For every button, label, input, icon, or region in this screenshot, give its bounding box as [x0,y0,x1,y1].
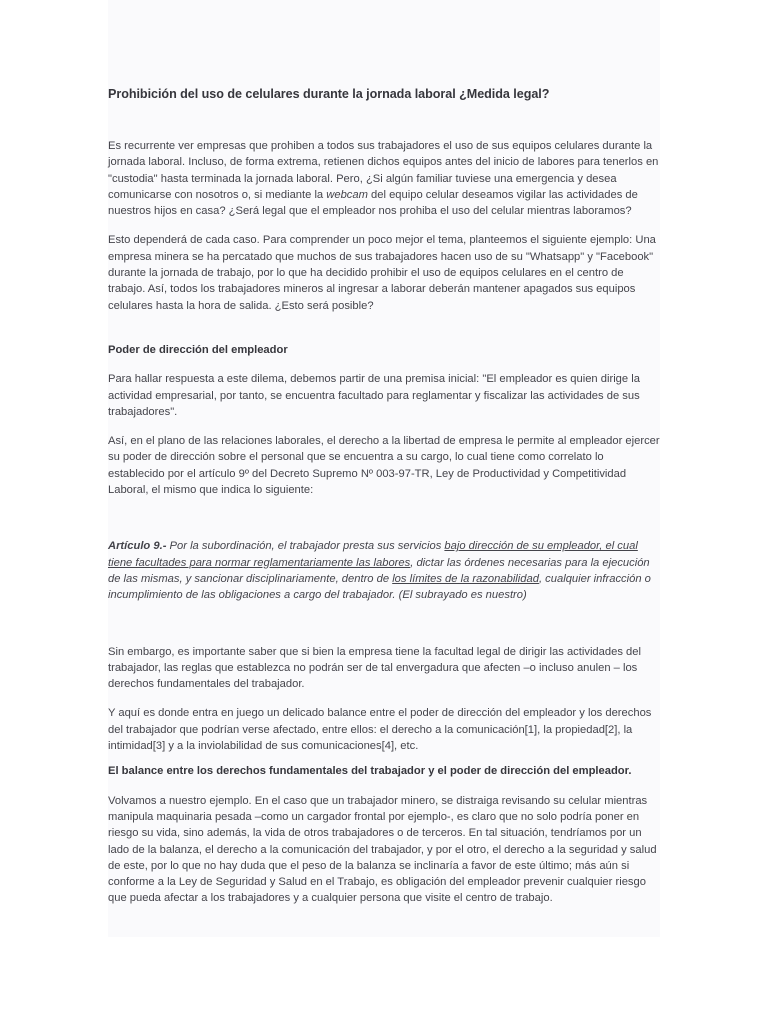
paragraph-intro-italic-webcam: webcam [326,188,368,201]
heading-el-balance: El balance entre los derechos fundamentales del trabajador y el poder de dirección del empleador. [108,765,632,778]
quote-underlined-b: los límites de la razonabilidad [392,572,539,585]
spacer-5 [108,498,660,538]
quote-text-a: Por la subordinación, el trabajador presta sus servicios [166,540,445,553]
document-body [108,0,660,907]
paragraph-intro-text-a: Es recurrente ver empresas que prohiben a todos sus trabajadores el uso de sus equipos celulares durante la jornada laboral. Incluso, de forma extrema, retienen dichos equipos antes del inicio de labores para tenerlos en "custodia" hasta terminada la jornada laboral. Pero, ¿Si algún familiar tuviese una emergencia y desea comunicarse con nosotros o, si mediante la [108,140,659,201]
spacer-8 [108,754,660,763]
paragraph-libertad-empresa: Así, en el plano de las relaciones laborales, el derecho a la libertad de empresa le permite al empleador ejercer su poder de dirección sobre el personal que se encuentra a su cargo, lo cual tiene como correlato lo establecido por el artículo 9º del Decreto Supremo Nº 003-97-TR, Ley de Productividad y Competitividad Laboral, el mismo que indica lo siguiente: [108,435,660,497]
heading-poder-de-direccion: Poder de dirección del empleador [108,343,288,356]
spacer-2 [108,314,660,342]
quote-lead-label: Artículo 9.- [108,540,167,553]
spacer-after-title [108,102,660,138]
quote-text-b: , dictar las órdenes necesarias para la ejecución de las mismas, y sancionar disciplinariamente, dentro de [108,556,650,585]
page-title: Prohibición del uso de celulares durante la jornada laboral ¿Medida legal? [108,87,550,101]
spacer-1 [108,219,660,232]
paragraph-example: Esto dependerá de cada caso. Para comprender un poco mejor el tema, planteemos el siguiente ejemplo: Una empresa minera se ha percatado que muchos de sus trabajadores hacen uso de su "Whatsapp" y "Facebook" durante la jornada de trabajo, por lo que ha decidido prohibir el uso de equipos celulares en el centro de trabajo. Así, todos los trabajadores mineros al ingresar a laborar deberán mantener apagados sus equipos celulares hasta la hora de salida. ¿Esto será posible? [108,234,656,312]
spacer-6 [108,604,660,644]
quote-underlined-a: bajo dirección de su empleador, el cual tiene facultades para normar reglamentariamente las labores [108,540,638,569]
spacer-7 [108,692,660,705]
spacer-9 [108,780,660,793]
paragraph-premisa: Para hallar respuesta a este dilema, debemos partir de una premisa inicial: "El empleador es quien dirige la actividad empresarial, por tanto, se encuentra facultado para reglamentar y fiscalizar las actividades de sus trabajadores". [108,373,640,418]
spacer-4 [108,420,660,433]
paragraph-balance-derechos: Y aquí es donde entra en juego un delicado balance entre el poder de dirección del empleador y los derechos del trabajador que podrían verse afectado, entre ellos: el derecho a la comunicación[1], la propiedad[2], la intimidad[3] y a la inviolabilidad de sus comunicaciones[4], etc. [108,707,652,753]
spacer-3 [108,358,660,371]
paragraph-sin-embargo: Sin embargo, es importante saber que si bien la empresa tiene la facultad legal de dirigir las actividades del trabajador, las reglas que establezca no podrán ser de tal envergadura que afecten –o incluso anulen – los derechos fundamentales del trabajador. [108,645,641,691]
paragraph-intro-text-b: del equipo celular deseamos vigilar las actividades de nuestros hijos en casa? ¿Será legal que el empleador nos prohiba el uso del celular mientras laboramos? [108,188,638,218]
quote-articulo-9 [108,538,660,603]
document-content-block [108,0,660,937]
quote-text-c: , cualquier infracción o incumplimiento de las obligaciones a cargo del trabajador. (El subrayado es nuestro) [108,572,651,602]
paragraph-intro [108,138,660,219]
paragraph-ejemplo-minero: Volvamos a nuestro ejemplo. En el caso que un trabajador minero, se distraiga revisando su celular mientras manipula maquinaria pesada –como un cargador frontal por ejemplo-, es claro que no solo podría poner en riesgo su vida, sino además, la vida de otros trabajadores o de terceros. En tal situación, tendríamos por un lado de la balanza, el derecho a la comunicación del trabajador, y por el otro, el derecho a la seguridad y salud de este, por lo que no hay duda que el peso de la balanza se inclinaría a favor de este último; más aún si conforme a la Ley de Seguridad y Salud en el Trabajo, es obligación del empleador prevenir cualquier riesgo que pueda afectar a los trabajadores y a cualquier persona que visite el centro de trabajo. [108,794,657,905]
